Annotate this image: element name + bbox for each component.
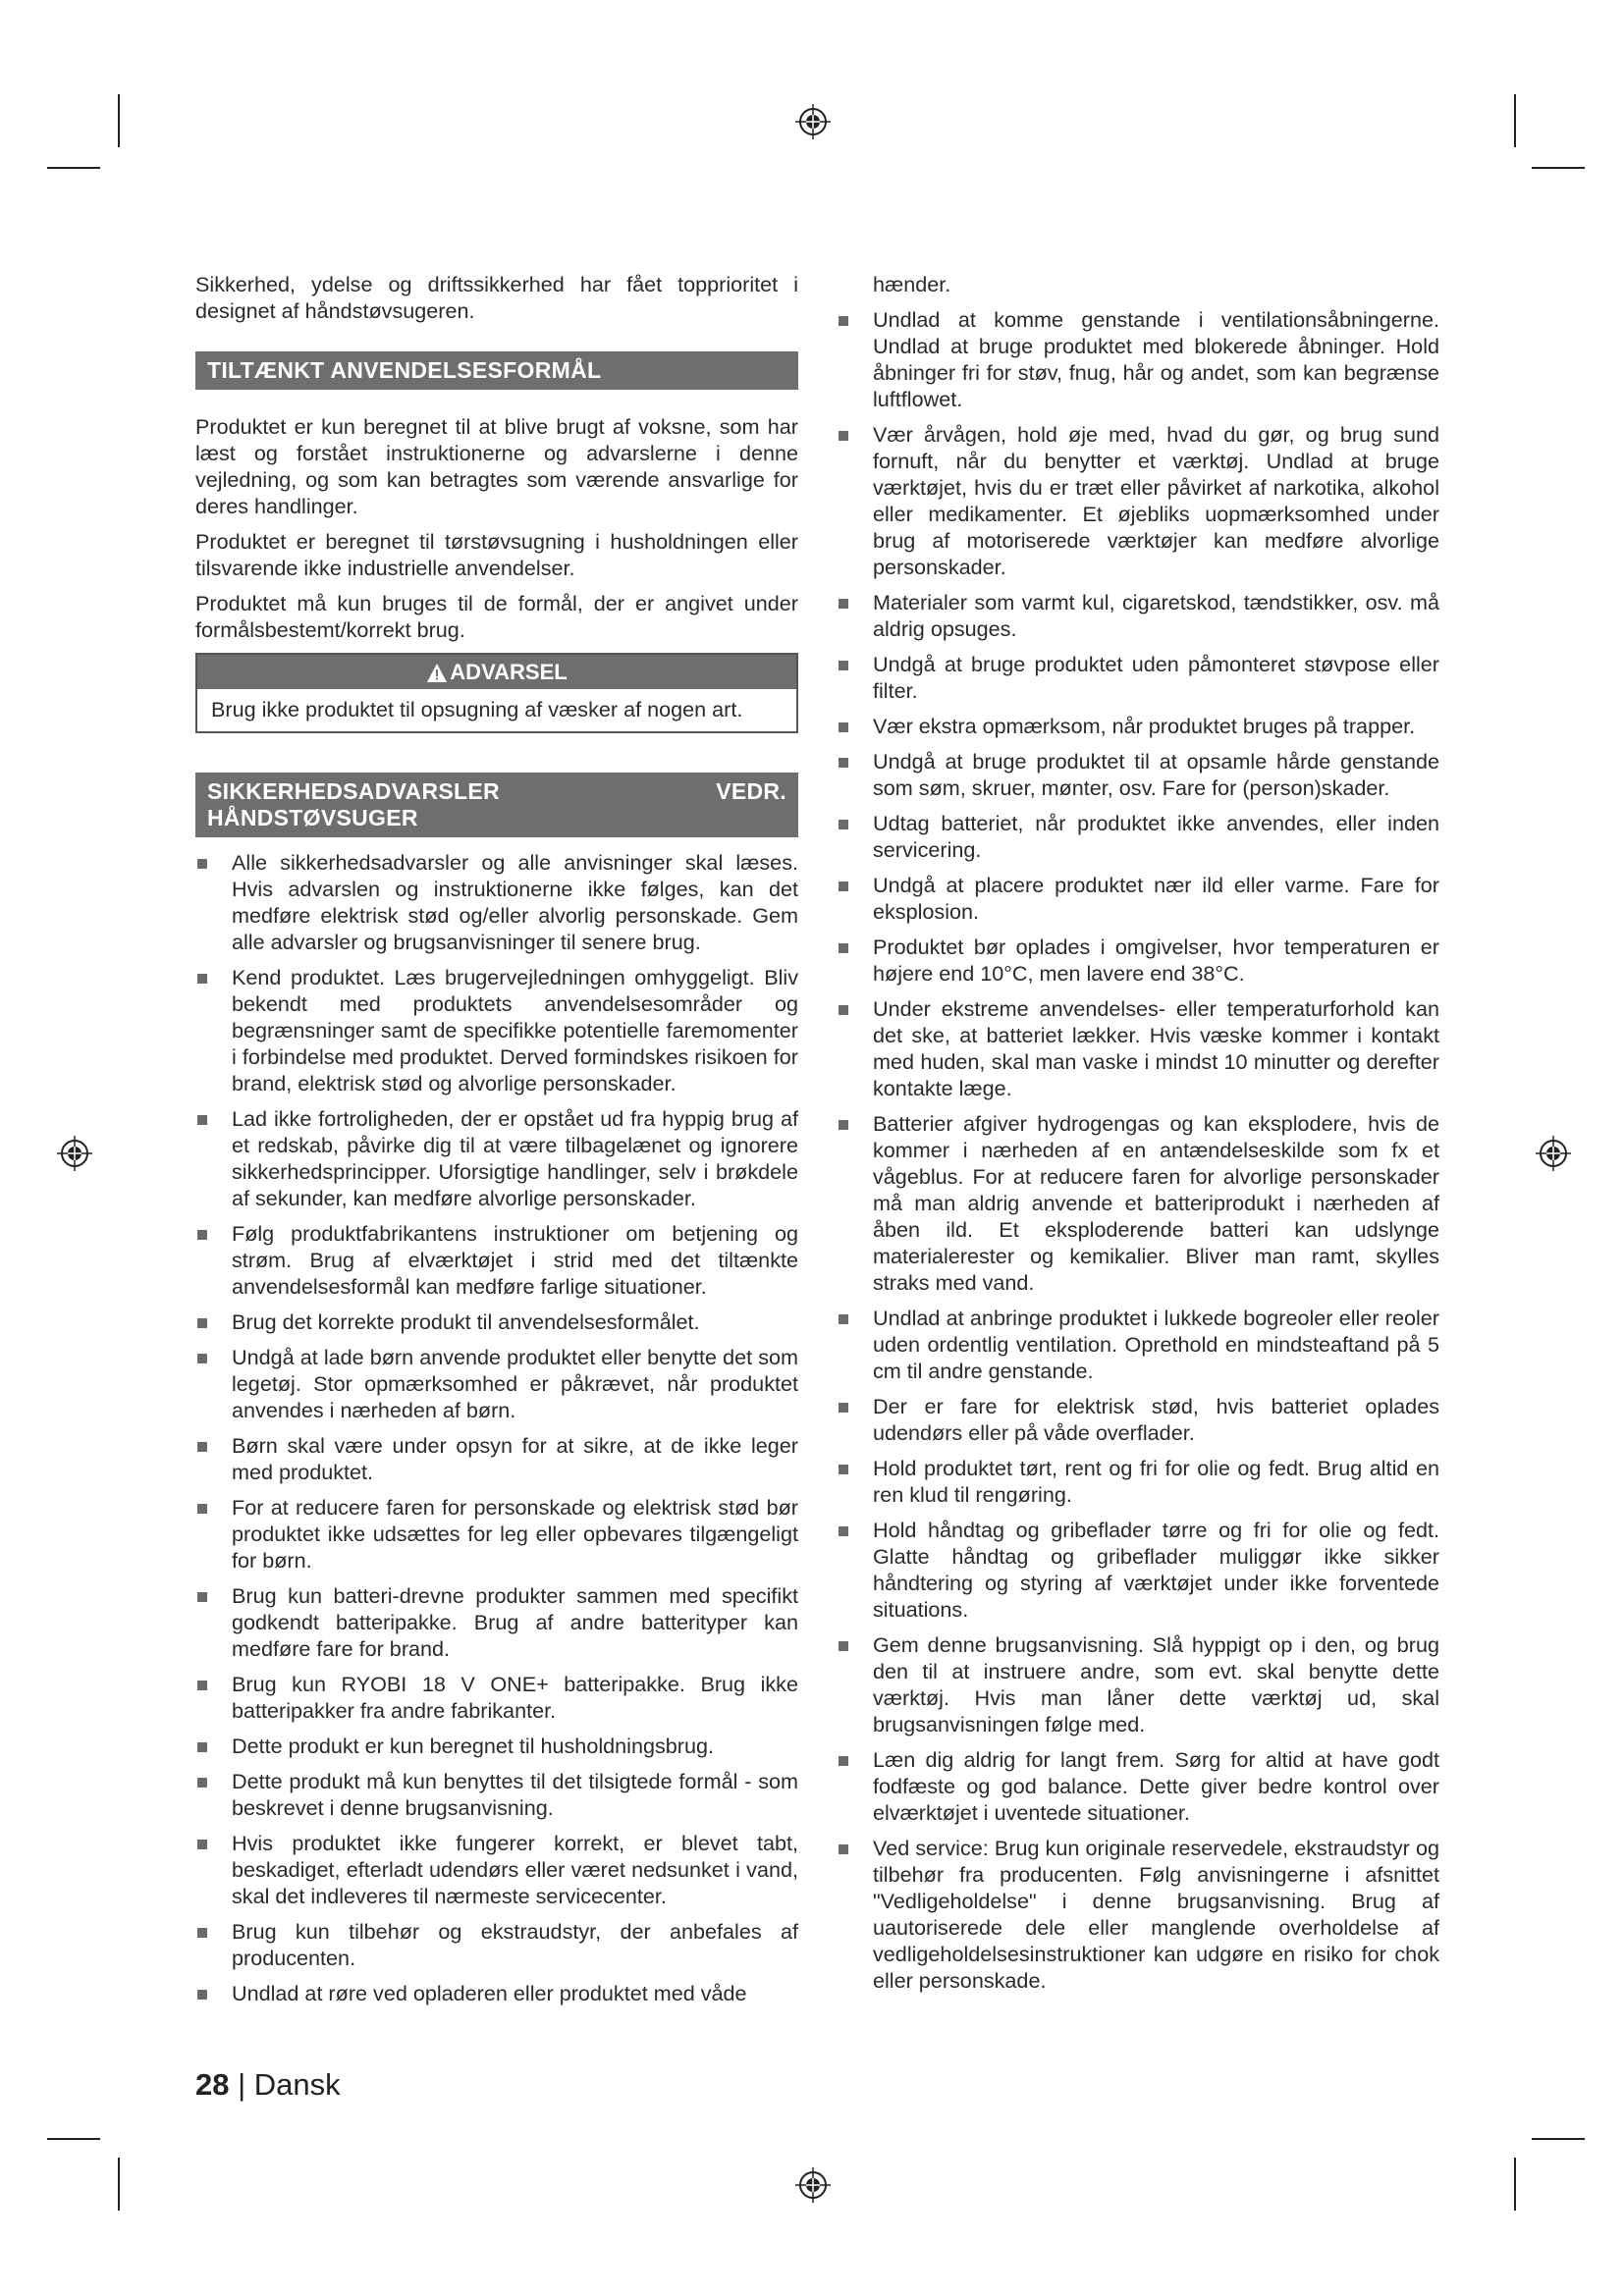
list-item: Lad ikke fortroligheden, der er opstået ud fra hyppig brug af et redskab, påvirke dig til at være tilbagelænet og ignorere sikkerhedsprincipper. Uforsigtige handlinger, selv i brøkdele af sekunder, kan medføre alvorlige personskader. [195,1105,798,1211]
list-item: Vær årvågen, hold øje med, hvad du gør, og brug sund fornuft, når du benytter et værktøj. Undlad at bruge værktøjet, hvis du er træt eller påvirket af narkotika, alkohol eller medikamenter. Et øjebliks uopmærksomhed under brug af motoriserede værktøjer kan medføre alvorlige personskader. [837,421,1439,580]
list-item: Gem denne brugsanvisning. Slå hyppigt op i den, og brug den til at instruere andre, som evt. skal benytte dette værktøj. Hvis man låner dette værktøj ud, skal brugsanvisningen følge med. [837,1631,1439,1737]
list-item: Brug kun batteri-drevne produkter sammen med specifikt godkendt batteripakke. Brug af andre batterityper kan medføre fare for brand. [195,1582,798,1662]
warning-text: Brug ikke produktet til opsugning af væsker af nogen art. [211,697,743,721]
crop-mark [47,2138,100,2140]
intended-use-paragraph: Produktet må kun bruges til de formål, der er angivet under formålsbestemt/korrekt brug. [195,591,798,642]
list-item: Undgå at lade børn anvende produktet eller benytte det som legetøj. Stor opmærksomhed er påkrævet, når produktet anvendes i nærheden af børn. [195,1344,798,1423]
list-item: Hvis produktet ikke fungerer korrekt, er blevet tabt, beskadiget, efterladt udendørs eller været nedsunket i vand, skal det indleveres til nærmeste servicecenter. [195,1830,798,1909]
list-item: Hold håndtag og gribeflader tørre og fri for olie og fedt. Glatte håndtag og gribeflader muliggør ikke sikker håndtering og styring af værktøjet under ikke forventede situations. [837,1517,1439,1623]
crop-mark [118,2158,120,2211]
crop-mark [1514,94,1516,147]
crop-mark [118,94,120,147]
intro-paragraph: Sikkerhed, ydelse og driftssikkerhed har fået topprioritet i designet af håndstøvsugeren. [195,272,798,323]
continuation-text: hænder. [873,272,951,296]
intended-use-paragraph: Produktet er kun beregnet til at blive brugt af voksne, som har læst og forstået instruktionerne og advarslerne i denne vejledning, og som kan betragtes som værende ansvarlige for deres handlinger. [195,414,798,518]
warning-box [195,653,798,733]
list-item: Læn dig aldrig for langt frem. Sørg for altid at have godt fodfæste og god balance. Dette giver bedre kontrol over elværktøjet i uventede situationer. [837,1746,1439,1826]
safety-list-left [195,849,798,2006]
list-item: Der er fare for elektrisk stød, hvis batteriet oplades udendørs eller på våde overflader. [837,1393,1439,1446]
footer-separator: | [238,2067,246,2102]
list-item: Børn skal være under opsyn for at sikre, at de ikke leger med produktet. [195,1432,798,1485]
page-number: 28 [195,2067,230,2102]
list-item: Vær ekstra opmærksom, når produktet bruges på trapper. [837,713,1439,739]
list-item: Dette produkt må kun benyttes til det tilsigtede formål - som beskrevet i denne brugsanvisning. [195,1768,798,1821]
list-item: Materialer som varmt kul, cigaretskod, tændstikker, osv. må aldrig opsuges. [837,589,1439,642]
list-item: Undgå at bruge produktet uden påmonteret støvpose eller filter. [837,651,1439,704]
left-column [195,271,798,2015]
list-item: For at reducere faren for personskade og elektrisk stød bør produktet ikke udsættes for leg eller opbevares tilgængeligt for børn. [195,1494,798,1574]
warning-title-bar [197,655,796,689]
section-heading-safety: SIKKERHEDSADVARSLER VEDR. HÅNDSTØVSUGER [195,773,798,837]
intended-use-paragraph: Produktet er beregnet til tørstøvsugning i husholdningen eller tilsvarende ikke industrielle anvendelser. [195,529,798,580]
list-item: Brug kun tilbehør og ekstraudstyr, der anbefales af producenten. [195,1918,798,1971]
crop-mark [1532,167,1585,169]
warning-title: ADVARSEL [450,660,568,684]
list-item: Hold produktet tørt, rent og fri for olie og fedt. Brug altid en ren klud til rengøring. [837,1455,1439,1508]
crop-mark [47,167,100,169]
right-column [837,271,1439,2002]
warning-triangle-icon [426,663,448,684]
list-item: Batterier afgiver hydrogengas og kan eksplodere, hvis de kommer i nærheden af en antændelseskilde som fx et vågeblus. For at reducere faren for alvorlige personskader må man aldrig anvende et batteriprodukt i nærheden af åben ild. Et eksploderende batteri kan udslynge materialerester og kemikalier. Bliver man ramt, skylles straks med vand. [837,1110,1439,1296]
crop-mark [1514,2158,1516,2211]
list-item: Udtag batteriet, når produktet ikke anvendes, eller inden servicering. [837,810,1439,863]
list-item: Undlad at anbringe produktet i lukkede bogreoler eller reoler uden ordentlig ventilation. Oprethold en mindsteaftand på 5 cm til andre genstande. [837,1305,1439,1384]
registration-mark-icon [793,2165,833,2205]
list-item: Under ekstreme anvendelses- eller temperaturforhold kan det ske, at batteriet lækker. Hvis væske kommer i kontakt med huden, skal man vaske i mindst 10 minutter og derefter kontakte læge. [837,995,1439,1101]
safety-list-right [837,306,1439,1994]
list-item: Alle sikkerhedsadvarsler og alle anvisninger skal læses. Hvis advarslen og instruktionerne ikke følges, kan det medføre elektrisk stød og/eller alvorlig personskade. Gem alle advarsler og brugsanvisninger til senere brug. [195,849,798,955]
page-footer [195,2067,341,2103]
list-item: Kend produktet. Læs brugervejledningen omhyggeligt. Bliv bekendt med produktets anvendelsesområder og begrænsninger samt de specifikke potentielle faremomenter i forbindelse med produktet. Derved formindskes risikoen for brand, elektrisk stød og alvorlige personskader. [195,964,798,1096]
list-item: Undlad at komme genstande i ventilationsåbningerne. Undlad at bruge produktet med blokerede åbninger. Hold åbninger fri for støv, fnug, hår og andet, som kan begrænse luftflowet. [837,306,1439,412]
list-item: Undgå at bruge produktet til at opsamle hårde genstande som søm, skruer, mønter, osv. Fare for (person)skader. [837,748,1439,801]
crop-mark [1532,2138,1585,2140]
footer-language: Dansk [253,2067,341,2102]
list-item: Ved service: Brug kun originale reservedele, ekstraudstyr og tilbehør fra producenten. Følg anvisningerne i afsnittet "Vedligeholdelse" i denne brugsanvisning. Brug af uautoriserede dele eller manglende overholdelse af vedligeholdelsesinstruktioner kan udgøre en risiko for chok eller personskade. [837,1835,1439,1994]
list-item: Brug kun RYOBI 18 V ONE+ batteripakke. Brug ikke batteripakker fra andre fabrikanter. [195,1671,798,1724]
registration-mark-icon [793,102,833,141]
list-item: Følg produktfabrikantens instruktioner om betjening og strøm. Brug af elværktøjet i strid med det tiltænkte anvendelsesformål kan medføre farlige situationer. [195,1220,798,1300]
section-heading-intended-use: TILTÆNKT ANVENDELSESFORMÅL [195,351,798,390]
list-item: Undgå at placere produktet nær ild eller varme. Fare for eksplosion. [837,872,1439,925]
list-item: Undlad at røre ved opladeren eller produktet med våde [195,1980,798,2006]
registration-mark-icon [55,1134,94,1173]
registration-mark-icon [1534,1134,1573,1173]
list-item: Brug det korrekte produkt til anvendelsesformålet. [195,1308,798,1335]
list-item: Dette produkt er kun beregnet til husholdningsbrug. [195,1733,798,1759]
list-item: Produktet bør oplades i omgivelser, hvor temperaturen er højere end 10°C, men lavere end 38°C. [837,934,1439,987]
